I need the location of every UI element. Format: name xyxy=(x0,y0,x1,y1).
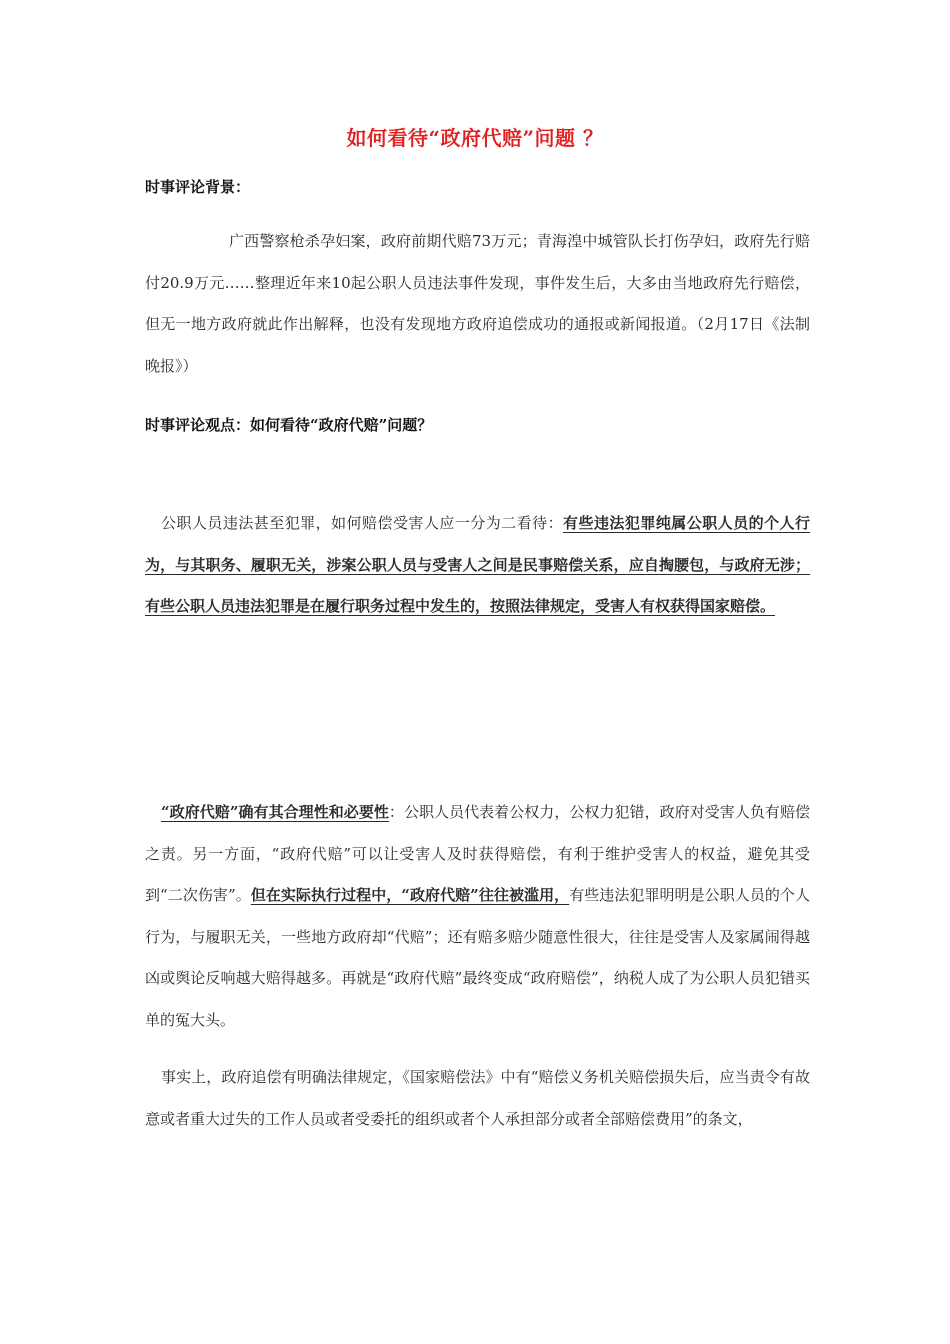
background-paragraph: 广西警察枪杀孕妇案，政府前期代赔73万元；青海湟中城管队长打伤孕妇，政府先行赔付20.9万元……整理近年来10起公职人员违法事件发现，事件发生后，大多由当地政府先行赔偿，但无一地方政府就此作出解释，也没有发现地方政府追偿成功的通报或新闻报道。（2月17日《法制晚报》） xyxy=(145,232,810,375)
paragraph-two-emphasis-abuse: 但在实际执行过程中，“政府代赔”往往被滥用， xyxy=(250,886,570,904)
paragraph-two-text-b: 有些违法犯罪明明是公职人员的个人行为，与履职无关，一些地方政府却“代赔”；还有赔多赔少随意性很大，往往是受害人及家属闹得越凶或舆论反响越大赔得越多。再就是“政府代赔”最终变成“政府赔偿”，纳税人成了为公职人员犯错买单的冤大头。 xyxy=(145,886,810,1029)
paragraph-three: 事实上，政府追偿有明确法律规定，《国家赔偿法》中有“赔偿义务机关赔偿损失后，应当责令有故意或者重大过失的工作人员或者受委托的组织或者个人承担部分或者全部赔偿费用”的条文， xyxy=(145,1068,810,1128)
viewpoint-heading: 时事评论观点：如何看待“政府代赔”问题？ xyxy=(145,416,433,434)
paragraph-two xyxy=(145,792,810,1041)
paragraph-two-emphasis-reasonable: “政府代赔”确有其合理性和必要性 xyxy=(161,803,389,821)
paragraph-two-text-a: ：公职人员代表着公权力，公权力犯错，政府对受害人负有赔偿之责。另一方面，“政府代赔”可以让受害人及时获得赔偿，有利于维护受害人的权益，避免其受到“二次伤害”。 xyxy=(145,803,810,904)
paragraph-one xyxy=(145,503,810,628)
paragraph-one-emphasis: 有些违法犯罪纯属公职人员的个人行为，与其职务、履职无关，涉案公职人员与受害人之间是民事赔偿关系，应自掏腰包，与政府无涉；有些公职人员违法犯罪是在履行职务过程中发生的，按照法律规定，受害人有权获得国家赔偿。 xyxy=(145,514,810,615)
document-title: 如何看待“政府代赔”问题 ？ xyxy=(346,126,604,150)
paragraph-one-lead: 公职人员违法甚至犯罪，如何赔偿受害人应一分为二看待： xyxy=(161,514,564,532)
background-heading: 时事评论背景： xyxy=(145,178,251,196)
